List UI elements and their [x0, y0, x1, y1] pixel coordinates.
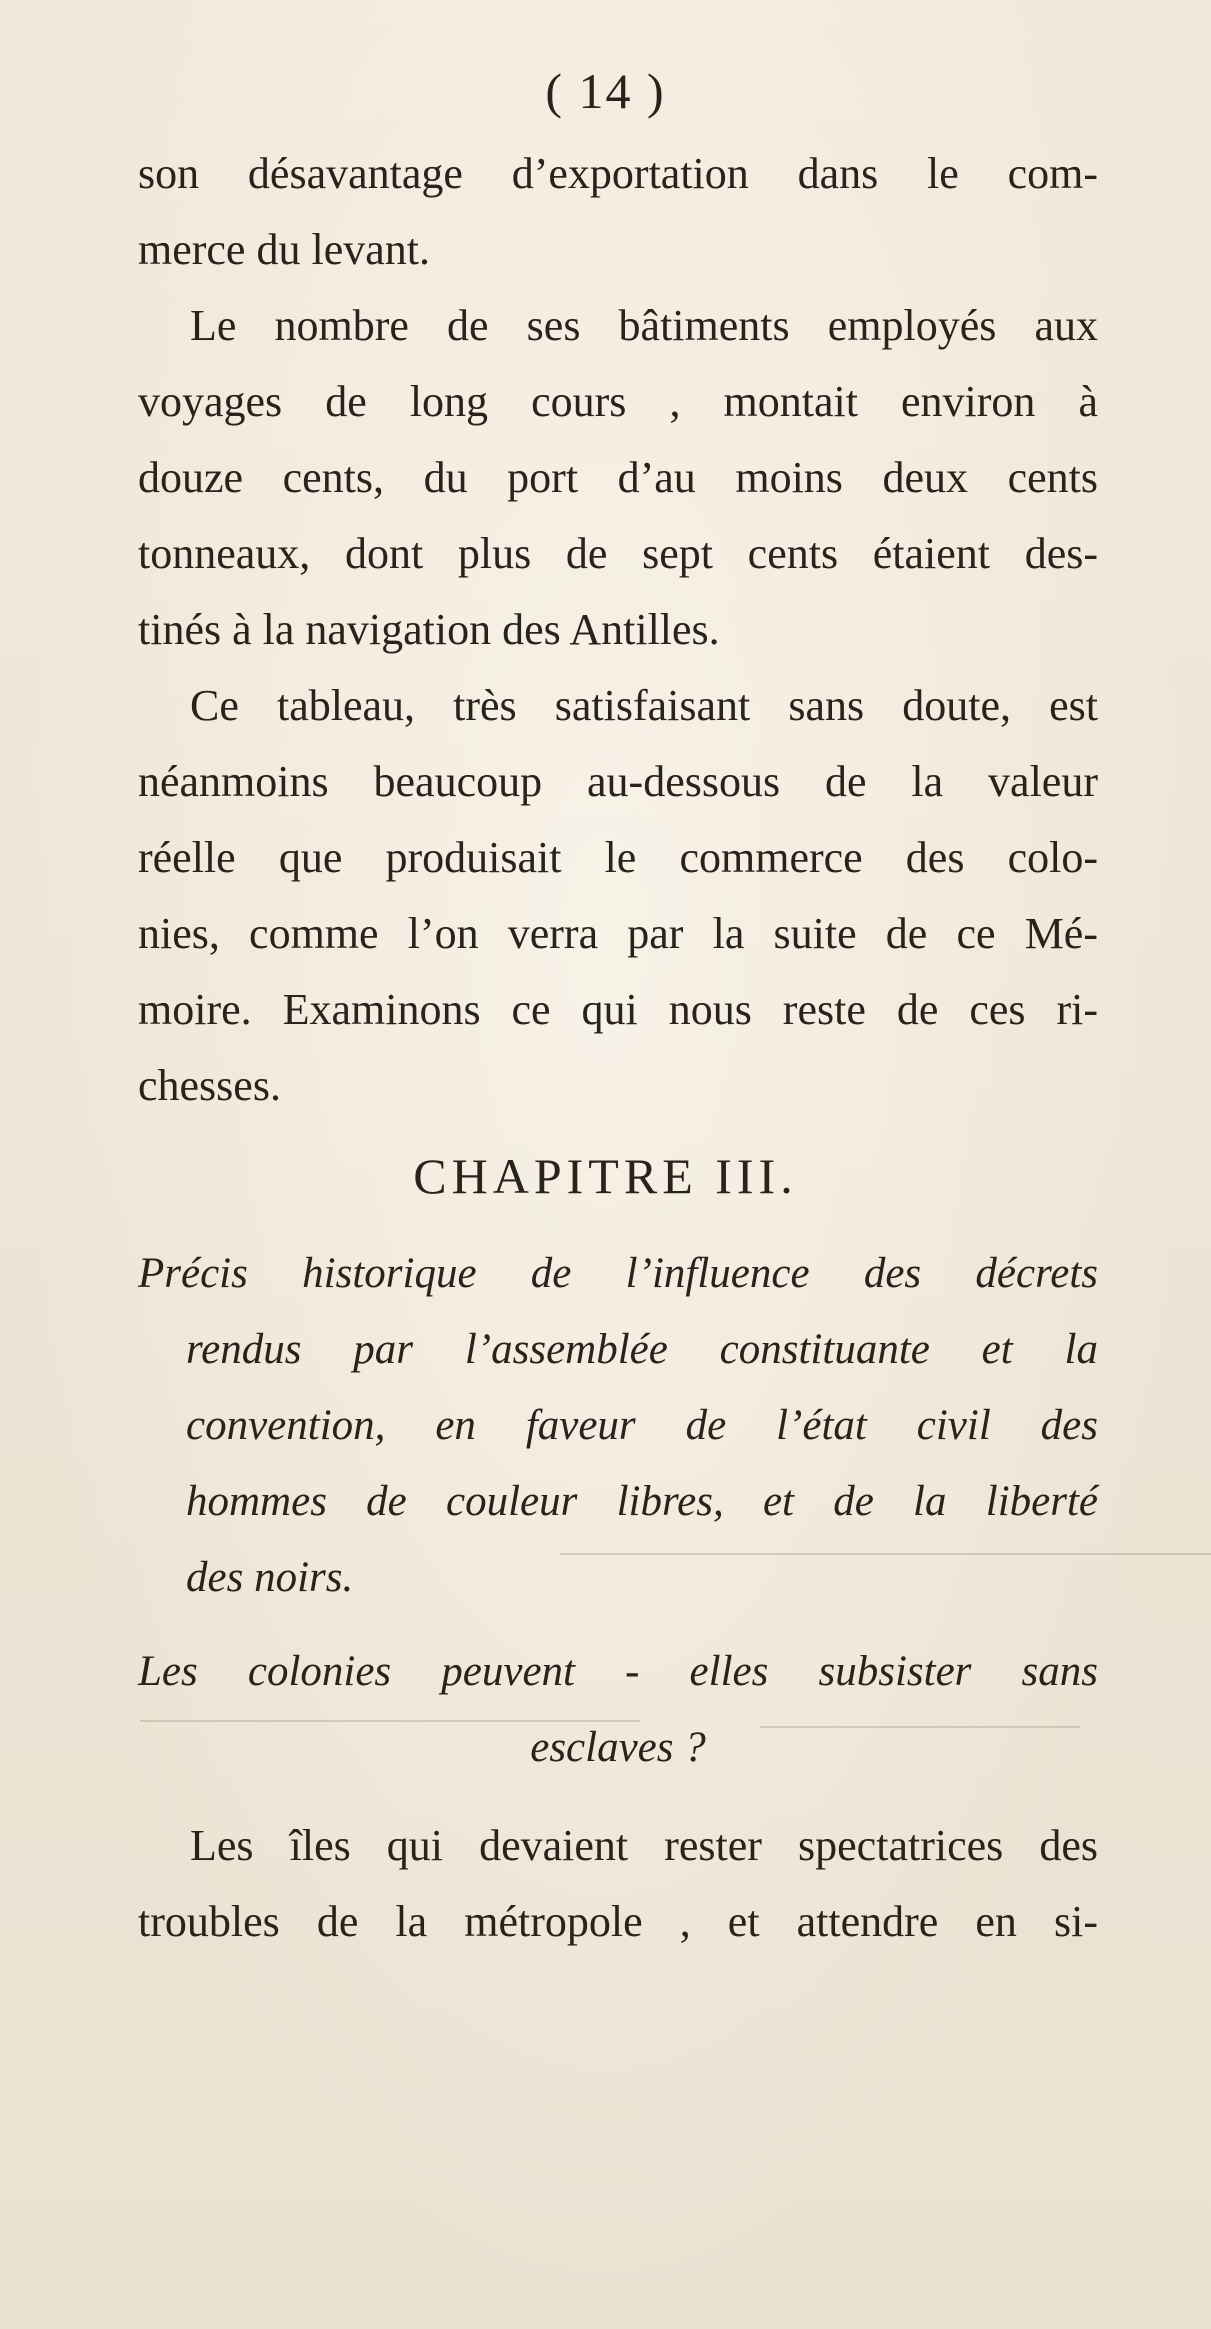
- paragraph-iles: [138, 1808, 1098, 1960]
- paragraph-continuation: [138, 136, 1098, 288]
- summary-line: Les colonies peuvent - elles subsister sans: [138, 1648, 1098, 1695]
- text-line: son désavantage d’exportation dans le com-: [138, 149, 1098, 198]
- text-line: tinés à la navigation des Antilles.: [138, 605, 720, 654]
- text-line: Le nombre de ses bâtiments employés aux: [190, 301, 1098, 350]
- summary-line: rendus par l’assemblée constituante et la: [186, 1326, 1098, 1373]
- text-line: néanmoins beaucoup au-dessous de la valeur: [138, 757, 1098, 806]
- text-line: voyages de long cours , montait environ à: [138, 377, 1098, 426]
- text-line: merce du levant.: [138, 225, 430, 274]
- show-through-rule: [760, 1726, 1080, 1728]
- chapter-summary-question: [138, 1634, 1098, 1786]
- text-line: Ce tableau, très satisfaisant sans doute, est: [190, 681, 1098, 730]
- summary-line: convention, en faveur de l’état civil des: [186, 1402, 1098, 1449]
- show-through-rule: [560, 1553, 1211, 1555]
- summary-line: hommes de couleur libres, et de la liberté: [186, 1478, 1098, 1525]
- text-line: nies, comme l’on verra par la suite de ce Mé-: [138, 909, 1098, 958]
- text-line: chesses.: [138, 1061, 281, 1110]
- paragraph-tableau: [138, 668, 1098, 1124]
- text-line: réelle que produisait le commerce des colo-: [138, 833, 1098, 882]
- summary-line: esclaves ?: [530, 1724, 706, 1771]
- text-line: tonneaux, dont plus de sept cents étaient des-: [138, 529, 1098, 578]
- summary-line: des noirs.: [186, 1554, 354, 1601]
- text-line: Les îles qui devaient rester spectatrices des: [190, 1821, 1098, 1870]
- chapter-heading: CHAPITRE III.: [413, 1148, 798, 1204]
- text-line: moire. Examinons ce qui nous reste de ces ri-: [138, 985, 1098, 1034]
- text-line: douze cents, du port d’au moins deux cents: [138, 453, 1098, 502]
- page-number: ( 14 ): [545, 63, 666, 119]
- chapter-summary-precis: [138, 1236, 1098, 1616]
- show-through-rule: [140, 1720, 640, 1722]
- summary-line: Précis historique de l’influence des décrets: [138, 1250, 1098, 1297]
- paragraph-ships: [138, 288, 1098, 668]
- text-line: troubles de la métropole , et attendre en si-: [138, 1897, 1098, 1946]
